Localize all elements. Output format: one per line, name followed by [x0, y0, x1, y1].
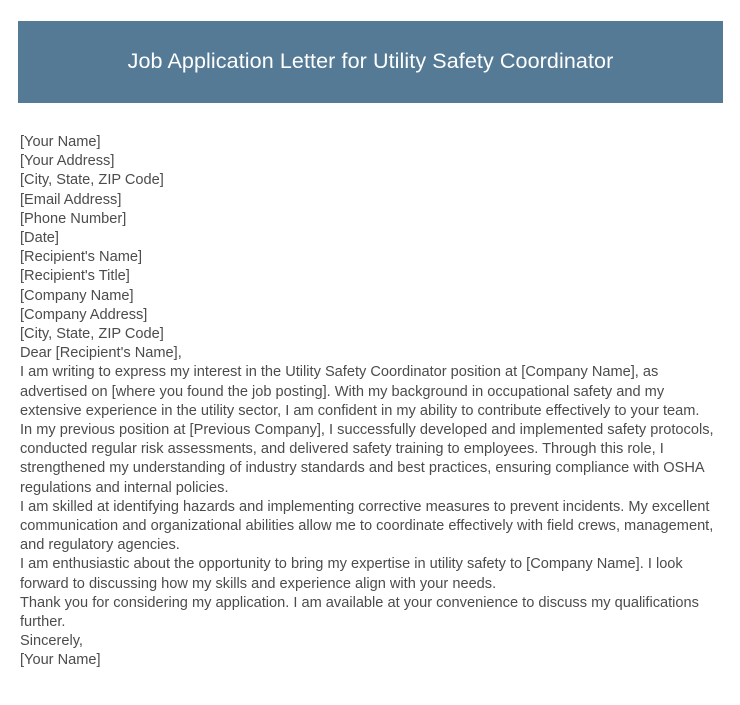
sender-line-address: [Your Address] [20, 153, 115, 170]
page-title: Job Application Letter for Utility Safety Coordinator [127, 49, 614, 74]
sender-line-name: [Your Name] [20, 134, 101, 150]
sender-line-email: [Email Address] [20, 191, 122, 208]
recipient-line-company: [Company Name] [20, 287, 134, 304]
sender-address-block [20, 133, 723, 248]
body-paragraph-1: I am writing to express my interest in the Utility Safety Coordinator position at [Company Name], as advertised on [where you found the job posting]. With my background in occupational safety and my extensive experience in the utility sector, I am confident in my ability to contribute effectively to your team. [20, 364, 700, 419]
salutation: Dear [Recipient's Name], [20, 345, 182, 362]
signature: [Your Name] [20, 652, 101, 669]
sender-line-phone: [Phone Number] [20, 210, 127, 227]
recipient-line-city: [City, State, ZIP Code] [20, 326, 164, 343]
recipient-line-address: [Company Address] [20, 306, 148, 323]
recipient-line-name: [Recipient's Name] [20, 249, 143, 266]
body-paragraph-4: I am enthusiastic about the opportunity to bring my expertise in utility safety to [Company Name]. I look forward to discussing how my skills and experience align with your needs. [20, 556, 683, 592]
letter-body [20, 133, 723, 671]
body-paragraph-5: Thank you for considering my application. I am available at your convenience to discuss my qualifications further. [20, 594, 699, 631]
sender-line-city: [City, State, ZIP Code] [20, 172, 164, 189]
recipient-line-title: [Recipient's Title] [20, 268, 130, 285]
document-header-banner [18, 21, 723, 103]
recipient-address-block [20, 248, 723, 344]
body-paragraph-2: In my previous position at [Previous Company], I successfully developed and implemented safety protocols, conducted regular risk assessments, and delivered safety training to employees. Through this role, I strengthened my understanding of industry standards and best practices, ensuring compliance with OSHA regulations and internal policies. [20, 422, 714, 496]
body-paragraph-3: I am skilled at identifying hazards and implementing corrective measures to prevent incidents. My excellent communication and organizational abilities allow me to coordinate effectively with field crews, management, and regulatory agencies. [20, 498, 714, 554]
sender-line-date: [Date] [20, 230, 59, 247]
closing: Sincerely, [20, 633, 83, 650]
